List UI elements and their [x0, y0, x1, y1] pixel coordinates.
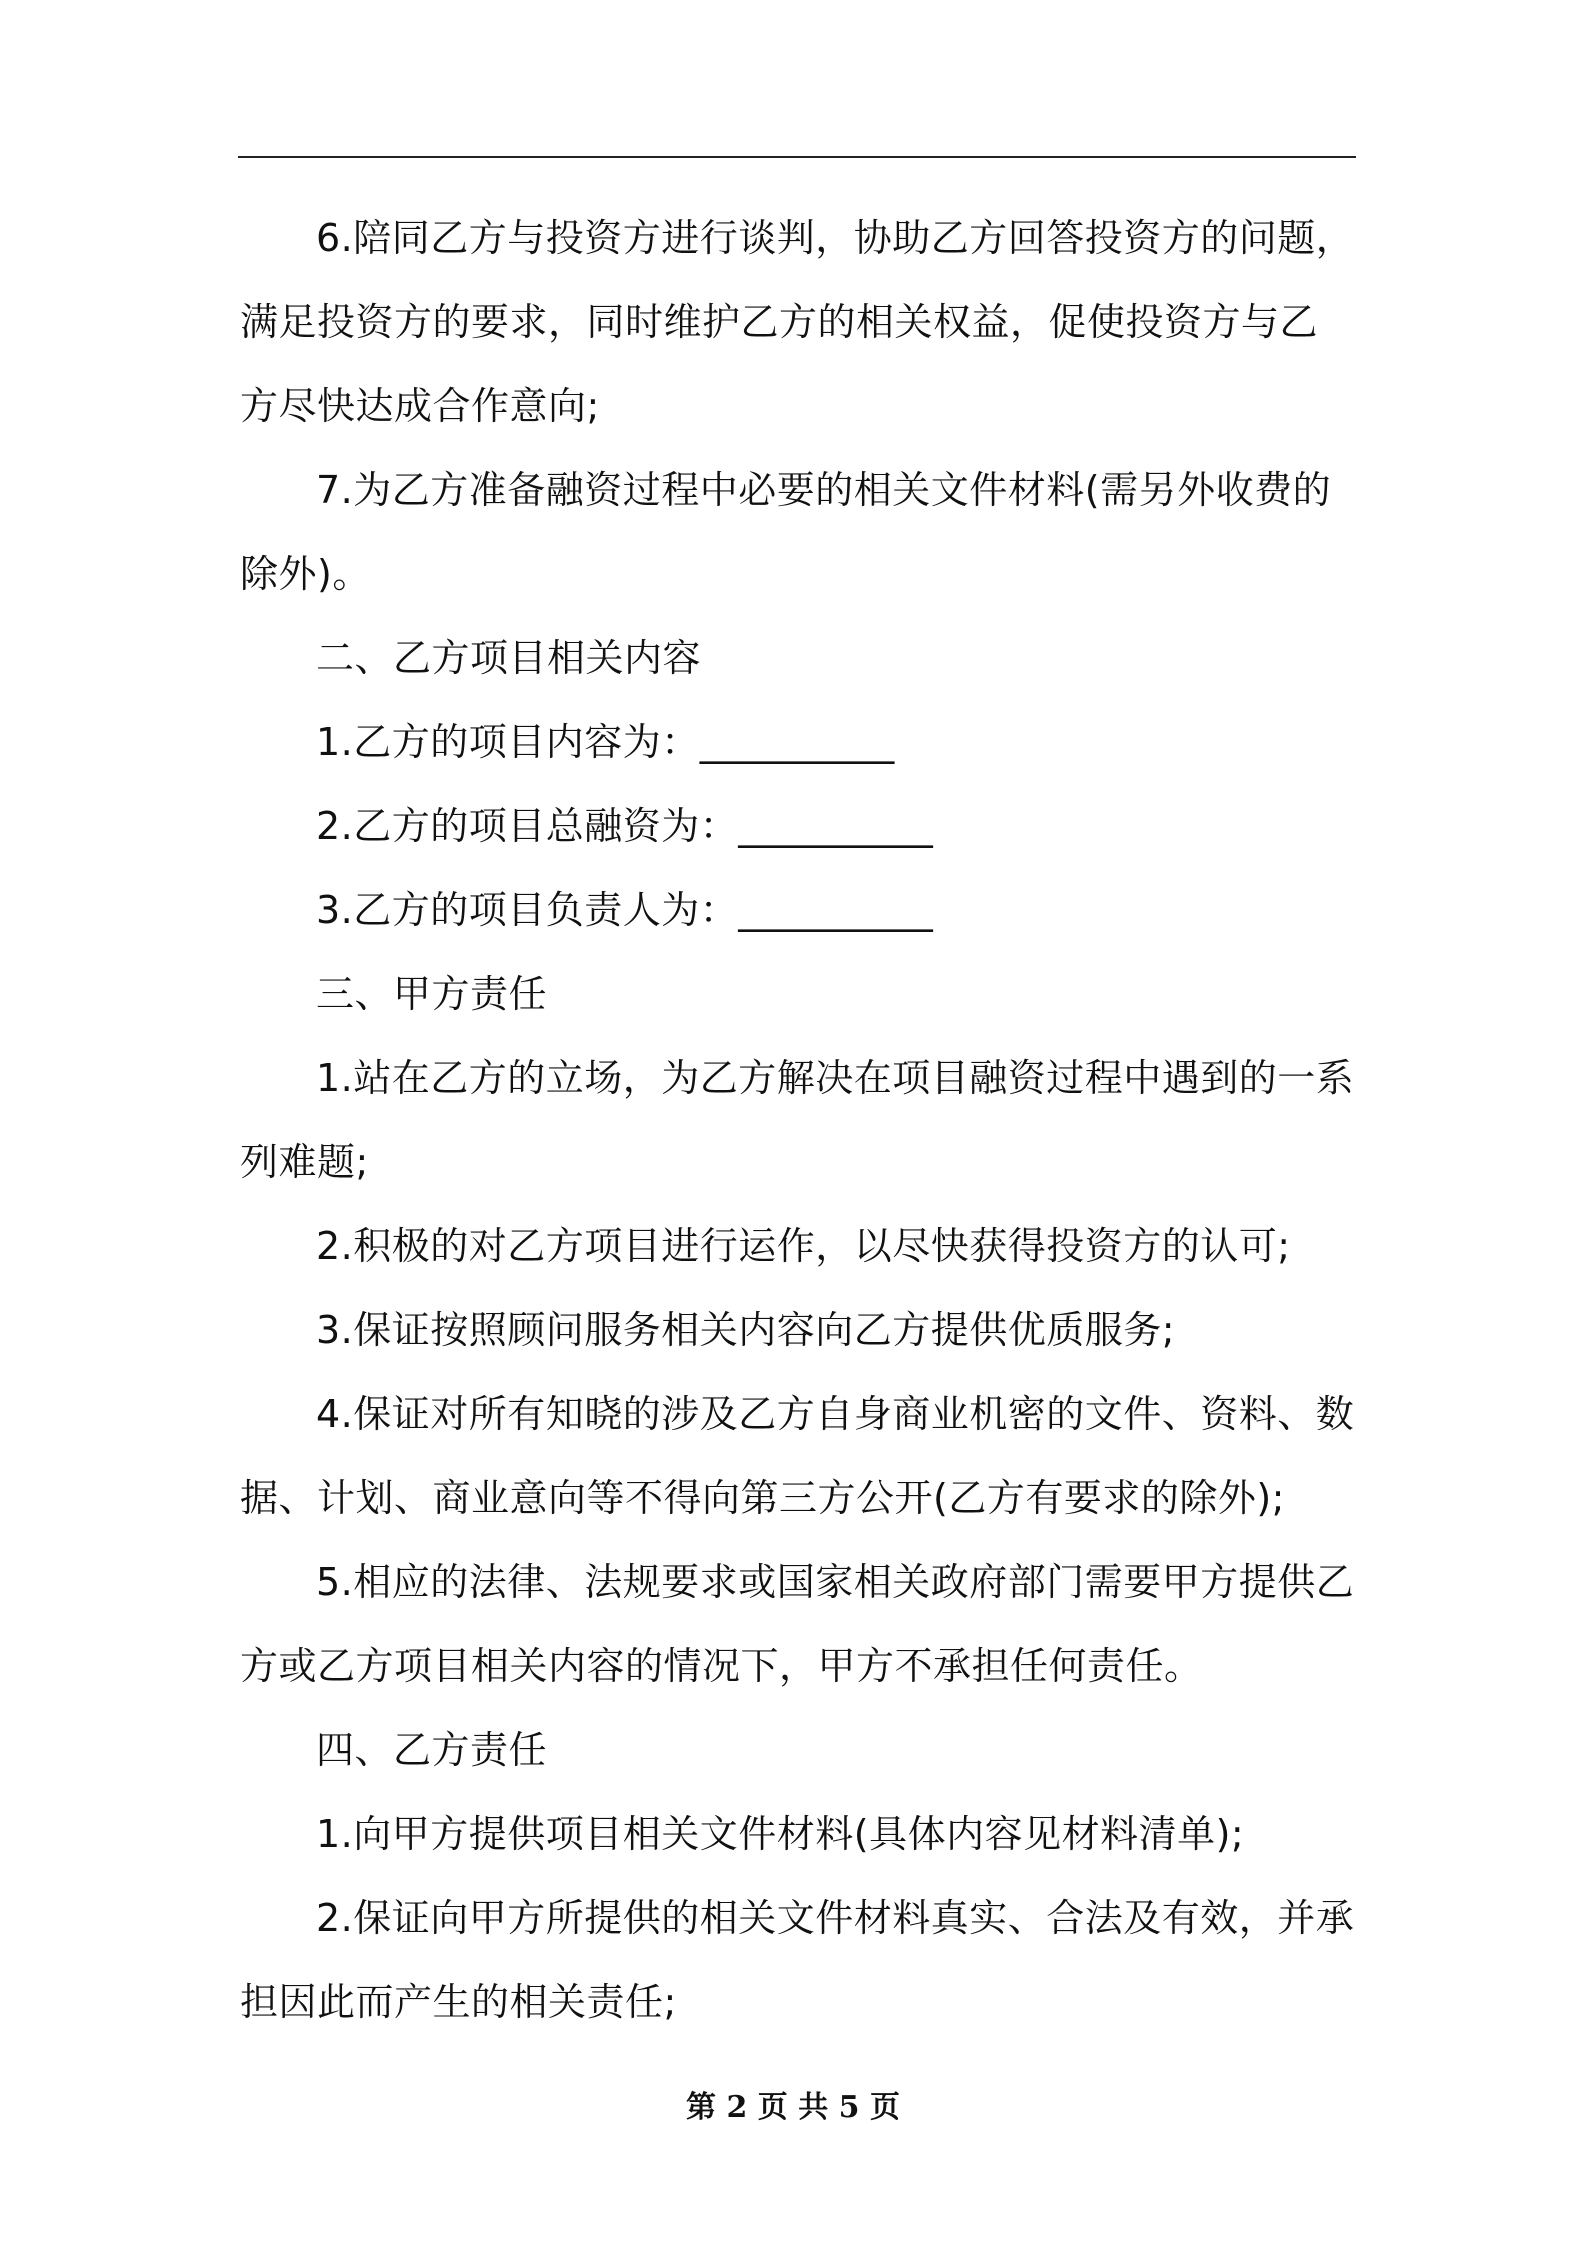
paragraph-item-6: 6.陪同乙方与投资方进行谈判，协助乙方回答投资方的问题，满足投资方的要求，同时维护乙方的相关权益，促使投资方与乙方尽快达成合作意向; — [240, 216, 1355, 428]
project-content-field: 1.乙方的项目内容为：__________ — [316, 720, 895, 764]
section-heading-2: 二、乙方项目相关内容 — [316, 636, 702, 680]
header-rule — [238, 156, 1356, 158]
party-a-duty-3: 3.保证按照顾问服务相关内容向乙方提供优质服务; — [316, 1308, 1176, 1352]
page-number: 第 2 页 共 5 页 — [686, 2090, 900, 2125]
party-a-duty-2: 2.积极的对乙方项目进行运作，以尽快获得投资方的认可; — [316, 1224, 1291, 1268]
section-heading-4: 四、乙方责任 — [316, 1728, 548, 1772]
party-a-duty-5: 5.相应的法律、法规要求或国家相关政府部门需要甲方提供乙方或乙方项目相关内容的情况下，甲方不承担任何责任。 — [240, 1560, 1355, 1688]
project-financing-field: 2.乙方的项目总融资为：__________ — [316, 804, 934, 848]
document-body — [240, 196, 1356, 2044]
party-a-duty-1: 1.站在乙方的立场，为乙方解决在项目融资过程中遇到的一系列难题; — [240, 1056, 1355, 1184]
party-b-duty-1: 1.向甲方提供项目相关文件材料(具体内容见材料清单); — [316, 1812, 1245, 1856]
party-a-duty-4: 4.保证对所有知晓的涉及乙方自身商业机密的文件、资料、数据、计划、商业意向等不得向第三方公开(乙方有要求的除外); — [240, 1392, 1355, 1520]
project-leader-field: 3.乙方的项目负责人为：__________ — [316, 888, 934, 932]
party-b-duty-2: 2.保证向甲方所提供的相关文件材料真实、合法及有效，并承担因此而产生的相关责任; — [240, 1896, 1355, 2024]
section-heading-3: 三、甲方责任 — [316, 972, 548, 1016]
paragraph-item-7: 7.为乙方准备融资过程中必要的相关文件材料(需另外收费的除外)。 — [240, 468, 1332, 596]
